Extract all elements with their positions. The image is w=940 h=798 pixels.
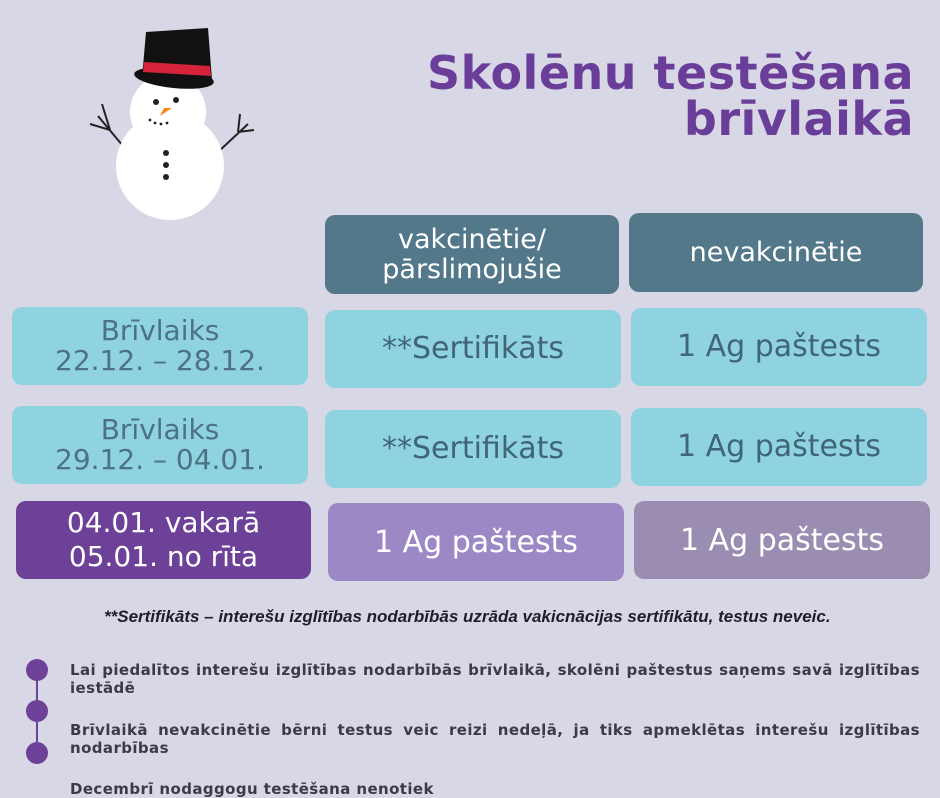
row-2-vaccinated: **Sertifikāts [325,410,621,488]
footnote: **Sertifikāts – interešu izglītības nodarbībās uzrāda vakicnācijas sertifikātu, testus neveic. [104,607,831,626]
header-unvaccinated: nevakcinētie [629,213,923,292]
page-title [426,46,914,146]
title-line-2: brīvlaikā [683,92,914,146]
row-3-label: 04.01. vakarā 05.01. no rīta [16,501,311,579]
row-2-unvaccinated: 1 Ag paštests [631,408,927,486]
row-1-vaccinated: **Sertifikāts [325,310,621,388]
timeline-dot-2 [26,700,48,722]
bullet-3: Decembrī nodaggogu testēšana nenotiek [70,780,434,798]
row-3-vaccinated: 1 Ag paštests [328,503,624,581]
row-2-label: Brīvlaiks 29.12. – 04.01. [12,406,308,484]
row-1-unvaccinated: 1 Ag paštests [631,308,927,386]
header-vaccinated [325,215,619,294]
timeline-dot-3 [26,742,48,764]
timeline [22,650,52,790]
snowman-illustration [88,20,268,220]
timeline-dot-1 [26,659,48,681]
snowman-buttons [163,150,169,180]
header-vaccinated-line-1: vakcinētie/ [397,223,547,255]
title-line-1: Skolēnu testēšana [426,46,914,100]
row-3-unvaccinated: 1 Ag paštests [634,501,930,579]
bullet-2: Brīvlaikā nevakcinētie bērni testus veic reizi nedeļā, ja tiks apmeklētas interešu izglītības nodarbības [70,721,920,757]
bullet-1: Lai piedalītos interešu izglītības nodarbībās brīvlaikā, skolēni paštestus saņems savā izglītības iestādē [70,661,920,697]
header-vaccinated-line-2: pārslimojušie [382,253,562,285]
row-1-label: Brīvlaiks 22.12. – 28.12. [12,307,308,385]
